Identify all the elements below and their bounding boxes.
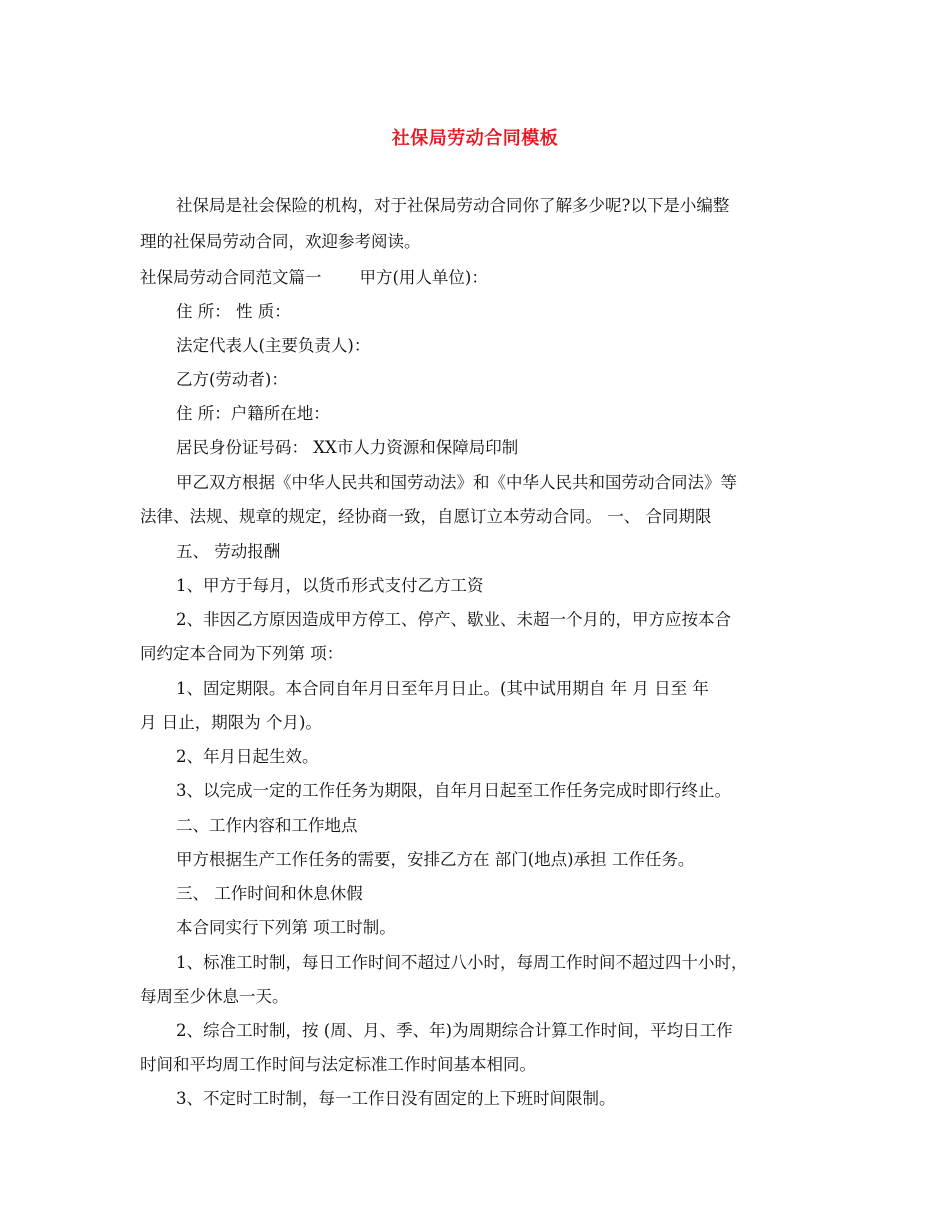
paragraph-line: 社保局是社会保险的机构，对于社保局劳动合同你了解多少呢?以下是小编整 bbox=[176, 196, 730, 215]
paragraph-line: 每周至少休息一天。 bbox=[140, 987, 289, 1006]
paragraph-line: 3、以完成一定的工作任务为期限，自年月日起至工作任务完成时即行终止。 bbox=[176, 781, 731, 800]
paragraph-line: 二、工作内容和工作地点 bbox=[176, 816, 358, 835]
party-a-label: 甲方(用人单位)： bbox=[359, 268, 488, 287]
paragraph-line: 乙方(劳动者)： bbox=[176, 370, 288, 389]
paragraph-line bbox=[140, 268, 488, 288]
paragraph-line: 2、年月日起生效。 bbox=[176, 747, 319, 766]
paragraph-line: 理的社保局劳动合同，欢迎参考阅读。 bbox=[140, 232, 421, 251]
paragraph-line: 1、固定期限。本合同自年月日至年月日止。(其中试用期自 年 月 日至 年 bbox=[176, 679, 709, 698]
paragraph-line: 1、甲方于每月，以货币形式支付乙方工资 bbox=[176, 576, 484, 595]
paragraph-line: 2、综合工时制，按 (周、月、季、年)为周期综合计算工作时间，平均日工作 bbox=[176, 1021, 733, 1040]
paragraph-line: 甲方根据生产工作任务的需要，安排乙方在 部门(地点)承担 工作任务。 bbox=[176, 850, 695, 869]
paragraph-line: 住 所： 性 质： bbox=[176, 302, 291, 321]
paragraph-line: 月 日止，期限为 个月)。 bbox=[140, 713, 322, 732]
paragraph-line: 三、 工作时间和休息休假 bbox=[176, 884, 363, 903]
paragraph-line: 住 所：户籍所在地： bbox=[176, 404, 330, 423]
paragraph-line: 甲乙双方根据《中华人民共和国劳动法》和《中华人民共和国劳动合同法》等 bbox=[176, 473, 737, 492]
paragraph-line: 本合同实行下列第 项工时制。 bbox=[176, 918, 396, 937]
paragraph-line: 1、标准工时制，每日工作时间不超过八小时，每周工作时间不超过四十小时， bbox=[176, 953, 748, 972]
paragraph-line: 时间和平均周工作时间与法定标准工作时间基本相同。 bbox=[140, 1055, 536, 1074]
paragraph-line: 2、非因乙方原因造成甲方停工、停产、歇业、未超一个月的，甲方应按本合 bbox=[176, 610, 731, 629]
section-heading: 社保局劳动合同范文篇一 bbox=[140, 268, 322, 287]
paragraph-line: 法定代表人(主要负责人)： bbox=[176, 336, 371, 355]
paragraph-line: 3、不定时工时制，每一工作日没有固定的上下班时间限制。 bbox=[176, 1089, 616, 1108]
paragraph-line: 五、 劳动报酬 bbox=[176, 542, 281, 561]
paragraph-line: 同约定本合同为下列第 项： bbox=[140, 644, 344, 663]
paragraph-line: 法律、法规、规章的规定，经协商一致，自愿订立本劳动合同。 一、 合同期限 bbox=[140, 507, 712, 526]
document-title: 社保局劳动合同模板 bbox=[391, 128, 559, 149]
paragraph-line: 居民身份证号码： XX市人力资源和保障局印制 bbox=[176, 438, 519, 457]
